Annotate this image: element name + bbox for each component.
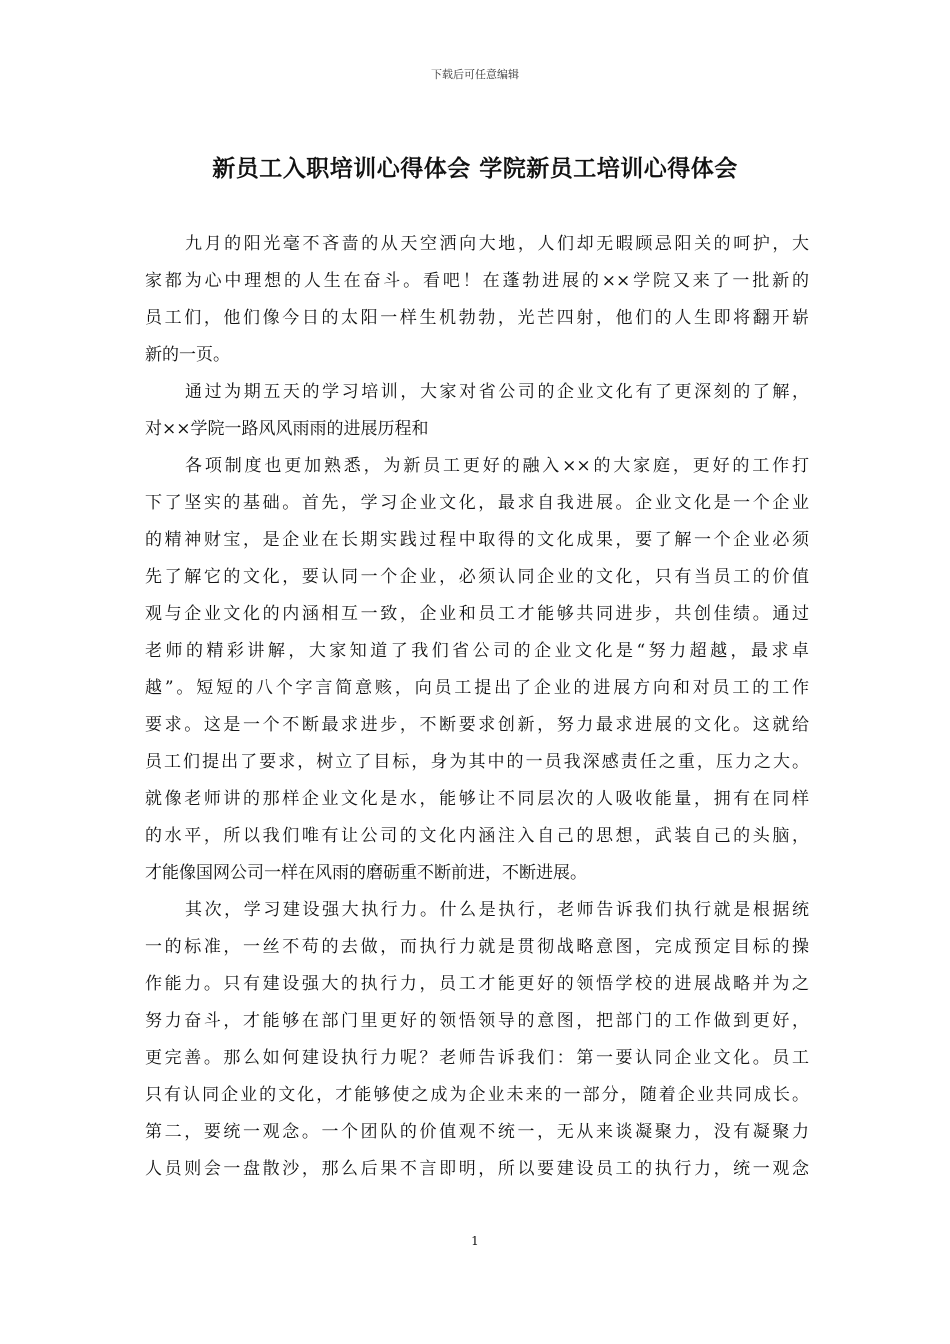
body-line: 一的标准，一丝不苟的去做，而执行力就是贯彻战略意图，完成预定目标的操 bbox=[145, 937, 809, 957]
body-line: 员工们提出了要求，树立了目标，身为其中的一员我深感责任之重，压力之大。 bbox=[145, 752, 809, 772]
page-number: 1 bbox=[471, 1234, 479, 1248]
body-line: 要求。这是一个不断最求进步，不断要求创新，努力最求进展的文化。这就给 bbox=[145, 715, 809, 735]
body-line: 老师的精彩讲解，大家知道了我们省公司的企业文化是“努力超越，最求卓 bbox=[145, 641, 809, 661]
body-line: 的水平，所以我们唯有让公司的文化内涵注入自己的思想，武装自己的头脑， bbox=[145, 826, 809, 846]
body-line: 其次，学习建设强大执行力。什么是执行，老师告诉我们执行就是根据统 bbox=[185, 900, 809, 920]
body-line: 的精神财宝，是企业在长期实践过程中取得的文化成果，要了解一个企业必须 bbox=[145, 530, 809, 550]
body-line: 通过为期五天的学习培训，大家对省公司的企业文化有了更深刻的了解， bbox=[185, 382, 809, 402]
body-line: 观与企业文化的内涵相互一致，企业和员工才能够共同进步，共创佳绩。通过 bbox=[145, 604, 809, 624]
body-line: 第二，要统一观念。一个团队的价值观不统一，无从来谈凝聚力，没有凝聚力 bbox=[145, 1122, 809, 1142]
body-line: 新的一页。 bbox=[145, 345, 230, 365]
body-line: 作能力。只有建设强大的执行力，员工才能更好的领悟学校的进展战略并为之 bbox=[145, 974, 809, 994]
body-line: 才能像国网公司一样在风雨的磨砺重不断前进，不断进展。 bbox=[145, 863, 587, 883]
document-body bbox=[145, 226, 809, 1188]
body-line: 就像老师讲的那样企业文化是水，能够让不同层次的人吸收能量，拥有在同样 bbox=[145, 789, 809, 809]
body-line: 越”。短短的八个字言简意赅，向员工提出了企业的进展方向和对员工的工作 bbox=[145, 678, 809, 698]
document-title: 新员工入职培训心得体会 学院新员工培训心得体会 bbox=[212, 155, 738, 182]
body-line: 员工们，他们像今日的太阳一样生机勃勃，光芒四射，他们的人生即将翻开崭 bbox=[145, 308, 809, 328]
body-line: 家都为心中理想的人生在奋斗。看吧！在蓬勃进展的××学院又来了一批新的 bbox=[145, 271, 809, 291]
body-line: 各项制度也更加熟悉，为新员工更好的融入××的大家庭，更好的工作打 bbox=[185, 456, 809, 476]
body-line: 下了坚实的基础。首先，学习企业文化，最求自我进展。企业文化是一个企业 bbox=[145, 493, 809, 513]
body-line: 先了解它的文化，要认同一个企业，必须认同企业的文化，只有当员工的价值 bbox=[145, 567, 809, 587]
body-line: 九月的阳光毫不吝啬的从天空洒向大地，人们却无暇顾忌阳关的呵护，大 bbox=[185, 234, 809, 254]
body-line: 努力奋斗，才能够在部门里更好的领悟领导的意图，把部门的工作做到更好， bbox=[145, 1011, 809, 1031]
header-note: 下载后可任意编辑 bbox=[431, 68, 519, 81]
body-line: 更完善。那么如何建设执行力呢？老师告诉我们：第一要认同企业文化。员工 bbox=[145, 1048, 809, 1068]
body-line: 人员则会一盘散沙，那么后果不言即明，所以要建设员工的执行力，统一观念 bbox=[145, 1159, 809, 1179]
body-line: 只有认同企业的文化，才能够使之成为企业未来的一部分，随着企业共同成长。 bbox=[145, 1085, 809, 1105]
body-line: 对××学院一路风风雨雨的进展历程和 bbox=[145, 419, 429, 439]
